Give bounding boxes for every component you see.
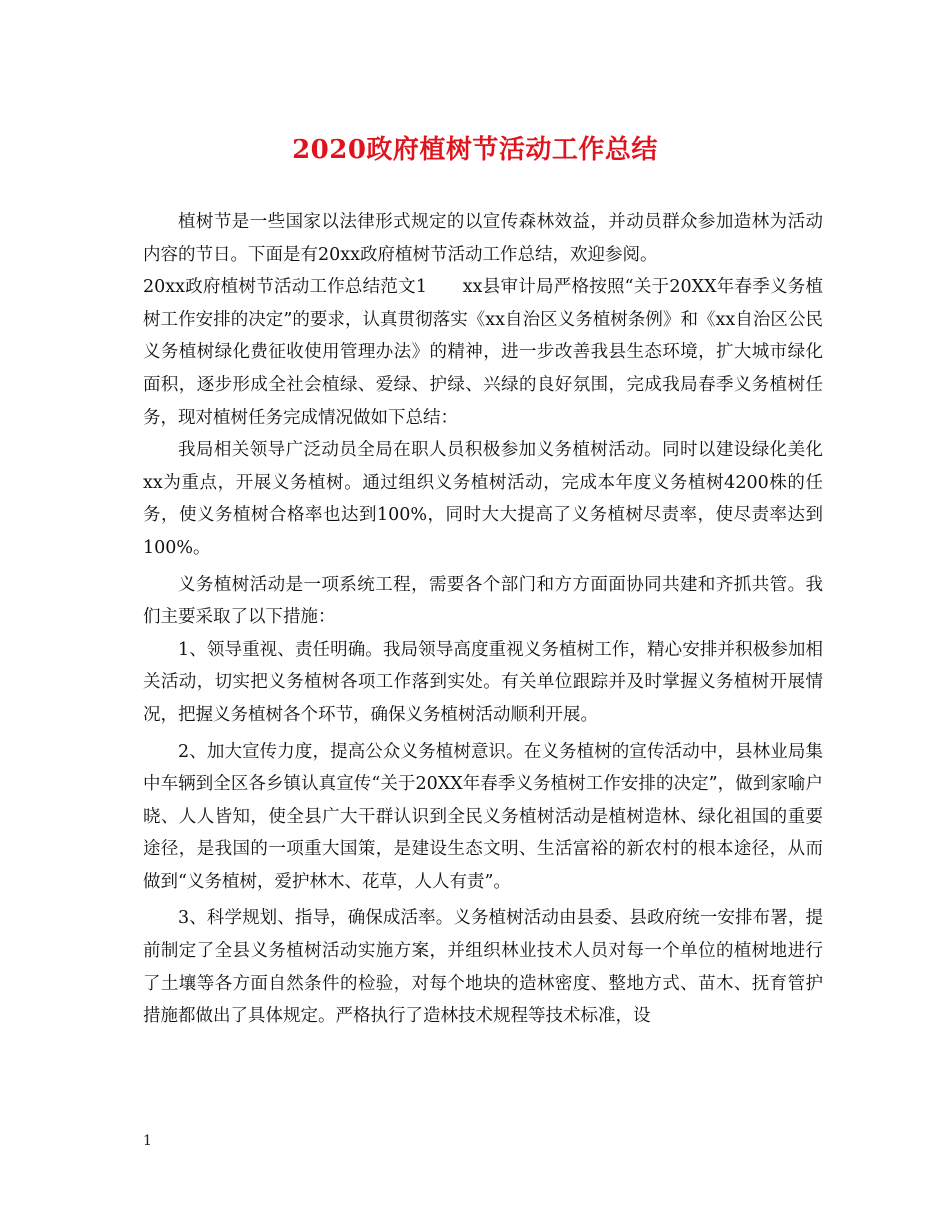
paragraph-measure-2: 2、加大宣传力度，提高公众义务植树意识。在义务植树的宣传活动中，县林业局集中车辆到全区各乡镇认真宣传“关于20XX年春季义务植树工作安排的决定”，做到家喻户晓、人人皆知，使全县广大干群认识到全民义务植树活动是植树造林、绿化祖国的重要途径，是我国的一项重大国策，是建设生态文明、生活富裕的新农村的根本途径，从而做到“义务植树，爱护林木、花草，人人有责”。 bbox=[143, 741, 823, 892]
paragraph-sample-heading: 20xx政府植树节活动工作总结范文1 xx县审计局严格按照“关于20XX年春季义务植树工作安排的决定”的要求，认真贯彻落实《xx自治区义务植树条例》和《xx自治区公民义务植树绿化费征收使用管理办法》的精神，进一步改善我县生态环境，扩大城市绿化面积，逐步形成全社会植绿、爱绿、护绿、兴绿的良好氛围，完成我局春季义务植树任务，现对植树任务完成情况做如下总结： bbox=[143, 277, 823, 428]
document-title: 2020政府植树节活动工作总结 bbox=[292, 135, 658, 165]
document-body bbox=[143, 206, 823, 1033]
paragraph-measure-3: 3、科学规划、指导，确保成活率。义务植树活动由县委、县政府统一安排布署，提前制定了全县义务植树活动实施方案，并组织林业技术人员对每一个单位的植树地进行了土壤等各方面自然条件的检验，对每个地块的造林密度、整地方式、苗木、抚育管护措施都做出了具体规定。严格执行了造林技术规程等技术标准，设 bbox=[143, 908, 823, 1027]
paragraph-measures-intro: 义务植树活动是一项系统工程，需要各个部门和方方面面协同共建和齐抓共管。我们主要采取了以下措施： bbox=[143, 574, 823, 628]
paragraph-intro: 植树节是一些国家以法律形式规定的以宣传森林效益，并动员群众参加造林为活动内容的节日。下面是有20xx政府植树节活动工作总结，欢迎参阅。 bbox=[143, 212, 823, 265]
paragraph-mobilization: 我局相关领导广泛动员全局在职人员积极参加义务植树活动。同时以建设绿化美化xx为重点，开展义务植树。通过组织义务植树活动，完成本年度义务植树4200株的任务，使义务植树合格率也达到100%，同时大大提高了义务植树尽责率，使尽责率达到100%。 bbox=[143, 440, 823, 558]
paragraph-measure-1: 1、领导重视、责任明确。我局领导高度重视义务植树工作，精心安排并积极参加相关活动，切实把义务植树各项工作落到实处。有关单位跟踪并及时掌握义务植树开展情况，把握义务植树各个环节，确保义务植树活动顺利开展。 bbox=[143, 639, 823, 725]
page-number: 1 bbox=[143, 1133, 152, 1149]
